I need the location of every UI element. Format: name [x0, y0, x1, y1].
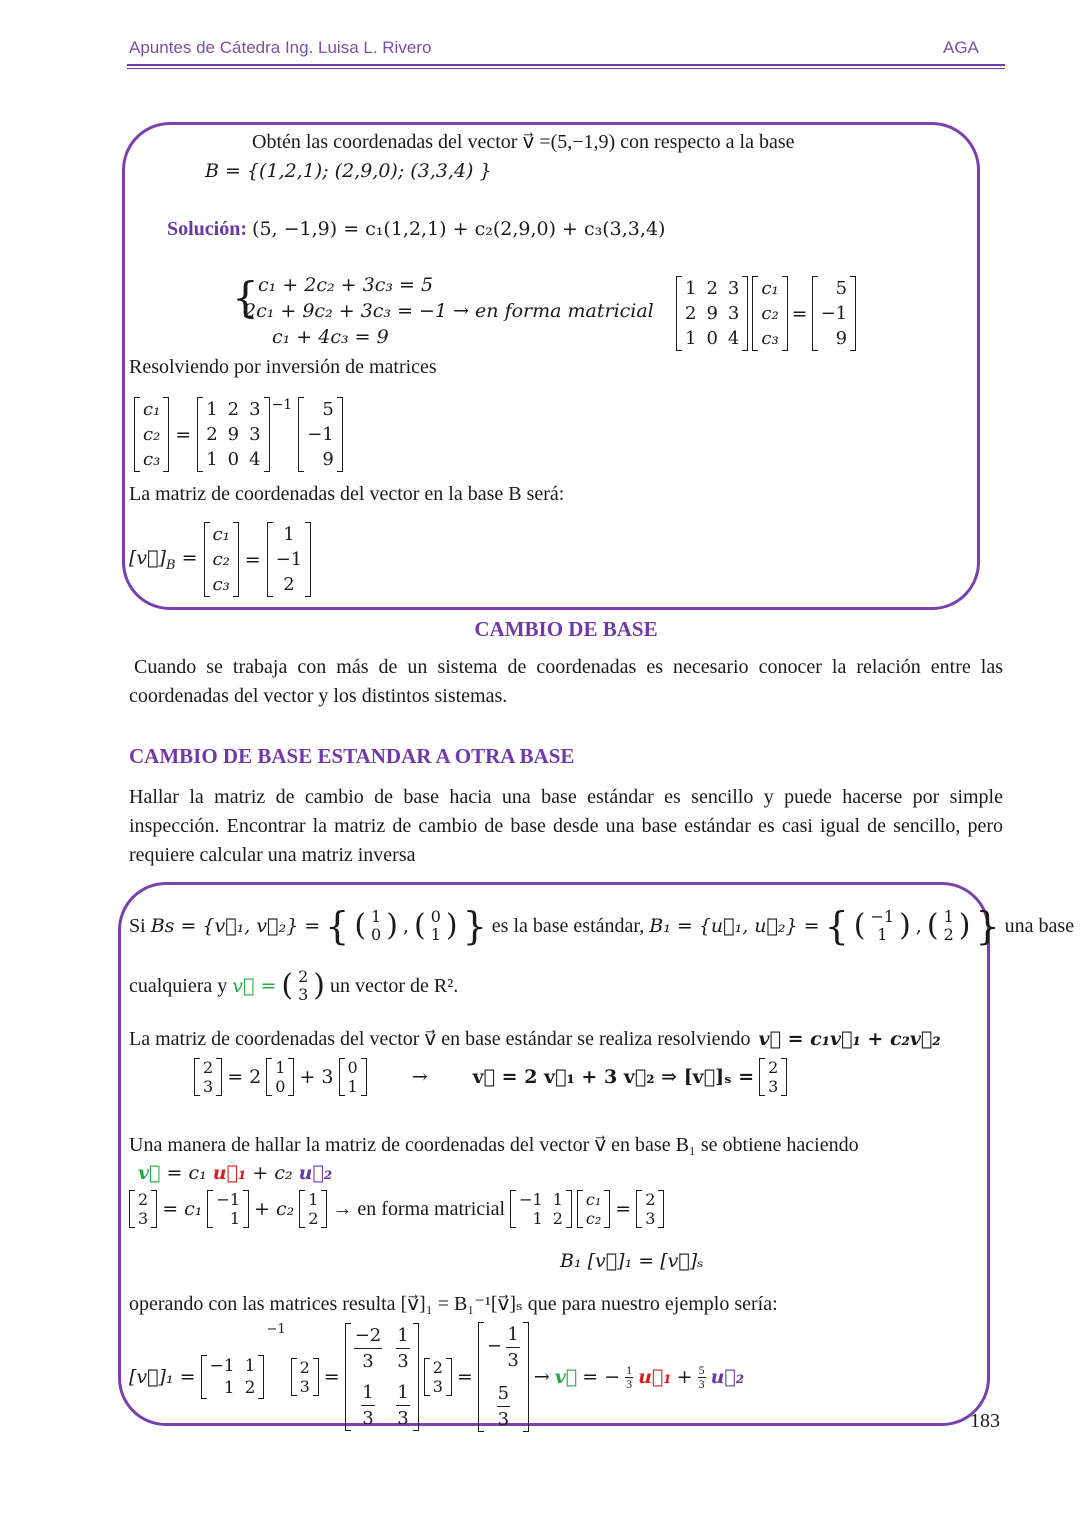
inverse-expression: c₁ c₂ c₃ = 1 2 1 2 9 0 3 3 4 −1 5 −1 9 [134, 397, 343, 472]
coordinate-result: $[v⃗]_B$ = c₁ c₂ c₃ = 1 −1 2 [129, 522, 311, 597]
system-brace: { [232, 273, 259, 322]
standard-basis: Bs = {v⃗₁, v⃗₂} = [150, 915, 321, 937]
section-paragraph-1: Cuando se trabaja con más de un sistema de coordenadas es necesario conocer la relación entre las coordenadas del vector y los distintos sistemas. [129, 656, 1003, 707]
vector-b: 5 −1 9 [812, 276, 857, 351]
equals-sign: = [791, 302, 808, 325]
basis-row: Si Bs = {v⃗₁, v⃗₂} = { ( 1 0 ) , ( 0 1 ) } es la base estándar, B₁ = {u⃗₁, u⃗₂} = { ( −1 1 ) , ( 1 2 ) } una base [129, 904, 1075, 948]
inversion-text: Resolviendo por inversión de matrices [129, 356, 437, 378]
vector-c: c₁ c₂ c₃ [752, 276, 787, 351]
header-rule-thin [127, 68, 1005, 69]
vector-row: cualquiera y v⃗ = ( 2 3 ) un vector de R². [129, 967, 459, 1004]
inverse-b1-matrix: $\frac{-2}{3}$ $\frac{1}{3}$ $\frac{1}{3}$ $\frac{1}{3}$ [345, 1323, 419, 1431]
standard-result: v⃗ = 2 v⃗₁ + 3 v⃗₂ ⇒ [v⃗]ₛ = [472, 1066, 755, 1088]
b1-relation: B₁ [v⃗]₁ = [v⃗]ₛ [560, 1250, 704, 1272]
b1-combination: v⃗ = c₁ u⃗₁ + c₂ u⃗₂ [138, 1162, 333, 1184]
matrix-a-inverse: 1 2 1 2 9 0 3 3 4 [197, 397, 269, 472]
operating-text: operando con las matrices resulta [v⃗]₁ = B₁⁻¹[v⃗]ₛ que para nuestro ejemplo sería: [129, 1293, 778, 1315]
vector-c-result: c₁ c₂ c₃ [204, 522, 239, 597]
basis-definition: B = {(1,2,1); (2,9,0); (3,3,4) } [205, 160, 492, 182]
result-vector: 1 −1 2 [267, 522, 312, 597]
final-computation: [v⃗]₁ = −1 1 1 2 −1 2 3 = $\frac{-2}{3}$ $\frac{1}{3}$ $\frac{1}{3}$ $\frac{1}{3}$ 2 3 = − $\frac{1}{3}$ $\frac{5}{3}$ → v⃗ = − $\frac{1}{3}$ u⃗₁ + $\frac{5}{3}$ u⃗₂ [129, 1322, 745, 1430]
vector-v: v⃗ = [232, 975, 277, 997]
exercise-statement: Obtén las coordenadas del vector v⃗ =(5,−1,9) con respecto a la base [252, 131, 795, 153]
solution-equation: (5, −1,9) = c₁(1,2,1) + c₂(2,9,0) + c₃(3,3,4) [252, 218, 666, 240]
inverse-superscript: −1 [271, 397, 293, 413]
vb-sub: B [165, 557, 176, 573]
header-course-title: Apuntes de Cátedra Ing. Luisa L. Rivero [129, 38, 432, 57]
coordinate-matrix-text: La matriz de coordenadas del vector en la base B será: [129, 483, 565, 505]
b1-text: Una manera de hallar la matriz de coordenadas del vector v⃗ en base B₁ se obtiene haciendo [129, 1134, 859, 1156]
system-eq-3: c₁ + 4c₃ = 9 [272, 326, 389, 348]
vector-b-inv: 5 −1 9 [298, 397, 343, 472]
standard-text-row: La matriz de coordenadas del vector v⃗ en base estándar se realiza resolviendo v⃗ = c₁v⃗₁ + c₂v⃗₂ [129, 1028, 941, 1050]
matrix-a: 1 2 1 2 9 0 3 3 4 [676, 276, 748, 351]
system-eq-1: c₁ + 2c₂ + 3c₃ = 5 [258, 274, 434, 296]
standard-equation: v⃗ = c₁v⃗₁ + c₂v⃗₂ [758, 1028, 941, 1050]
solution-label: Solución: [167, 218, 248, 240]
result-v1: − $\frac{1}{3}$ $\frac{5}{3}$ [478, 1322, 529, 1432]
header-rule [127, 64, 1005, 66]
vb-label: [v⃗] [129, 546, 166, 569]
matrix-b1: −1 1 1 2 [510, 1190, 572, 1228]
matrix-form-1 [676, 276, 856, 351]
vector-c-inv: c₁ c₂ c₃ [134, 397, 169, 472]
subsection-title: CAMBIO DE BASE ESTANDAR A OTRA BASE [129, 744, 575, 768]
system-eq-2: 2c₁ + 9c₂ + 3c₃ = −1 → en forma matricial [244, 300, 654, 322]
header-subject: AGA [943, 38, 979, 57]
section-paragraph-2: Hallar la matriz de cambio de base hacia una base estándar es sencillo y puede hacerse por simple inspección. Encontrar la matriz de cambio de base desde una base estándar es casi igual de sencillo, pero requiere calcular una matriz inversa [129, 786, 1003, 866]
linear-combination-row: 2 3 = 2 1 0 + 3 0 1 → v⃗ = 2 v⃗₁ + 3 v⃗₂ ⇒ [v⃗]ₛ = 2 3 [194, 1058, 787, 1096]
section-title: CAMBIO DE BASE [474, 617, 658, 641]
page-number: 183 [970, 1410, 1000, 1432]
basis-b1: B₁ = {u⃗₁, u⃗₂} = [649, 915, 820, 937]
b1-matrix-row: 2 3 = c₁ −1 1 + c₂ 1 2 → en forma matricial −1 1 1 2 c₁ c₂ = 2 3 [129, 1190, 664, 1228]
